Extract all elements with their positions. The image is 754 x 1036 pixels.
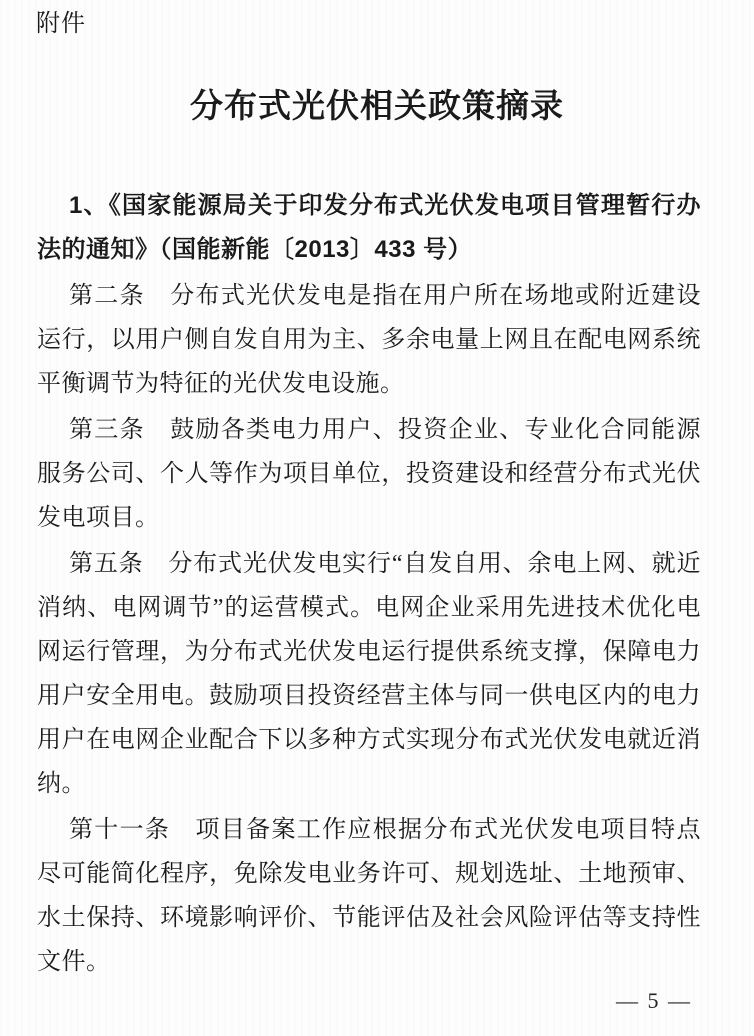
- article-2-paragraph: 第二条 分布式光伏发电是指在用户所在场地或附近建设运行，以用户侧自发自用为主、多余电量上网且在配电网系统平衡调节为特征的光伏发电设施。: [37, 283, 701, 397]
- article-11-paragraph: 第十一条 项目备案工作应根据分布式光伏发电项目特点尽可能简化程序，免除发电业务许可、规划选址、土地预审、水土保持、环境影响评价、节能评估及社会风险评估等支持性文件。: [37, 817, 701, 975]
- page-number: — 5 —: [616, 988, 692, 1013]
- attachment-label: 附件: [36, 11, 86, 37]
- policy-citation-paragraph: 1、《国家能源局关于印发分布式光伏发电项目管理暂行办法的通知》（国能新能〔2013〕433 号）: [37, 192, 701, 263]
- document-body: [37, 184, 701, 986]
- document-title: 分布式光伏相关政策摘录: [190, 89, 564, 125]
- article-3-paragraph: 第三条 鼓励各类电力用户、投资企业、专业化合同能源服务公司、个人等作为项目单位，投资建设和经营分布式光伏发电项目。: [37, 417, 701, 531]
- article-5-paragraph: 第五条 分布式光伏发电实行“自发自用、余电上网、就近消纳、电网调节”的运营模式。电网企业采用先进技术优化电网运行管理，为分布式光伏发电运行提供系统支撑，保障电力用户安全用电。鼓励项目投资经营主体与同一供电区内的电力用户在电网企业配合下以多种方式实现分布式光伏发电就近消纳。: [37, 551, 701, 797]
